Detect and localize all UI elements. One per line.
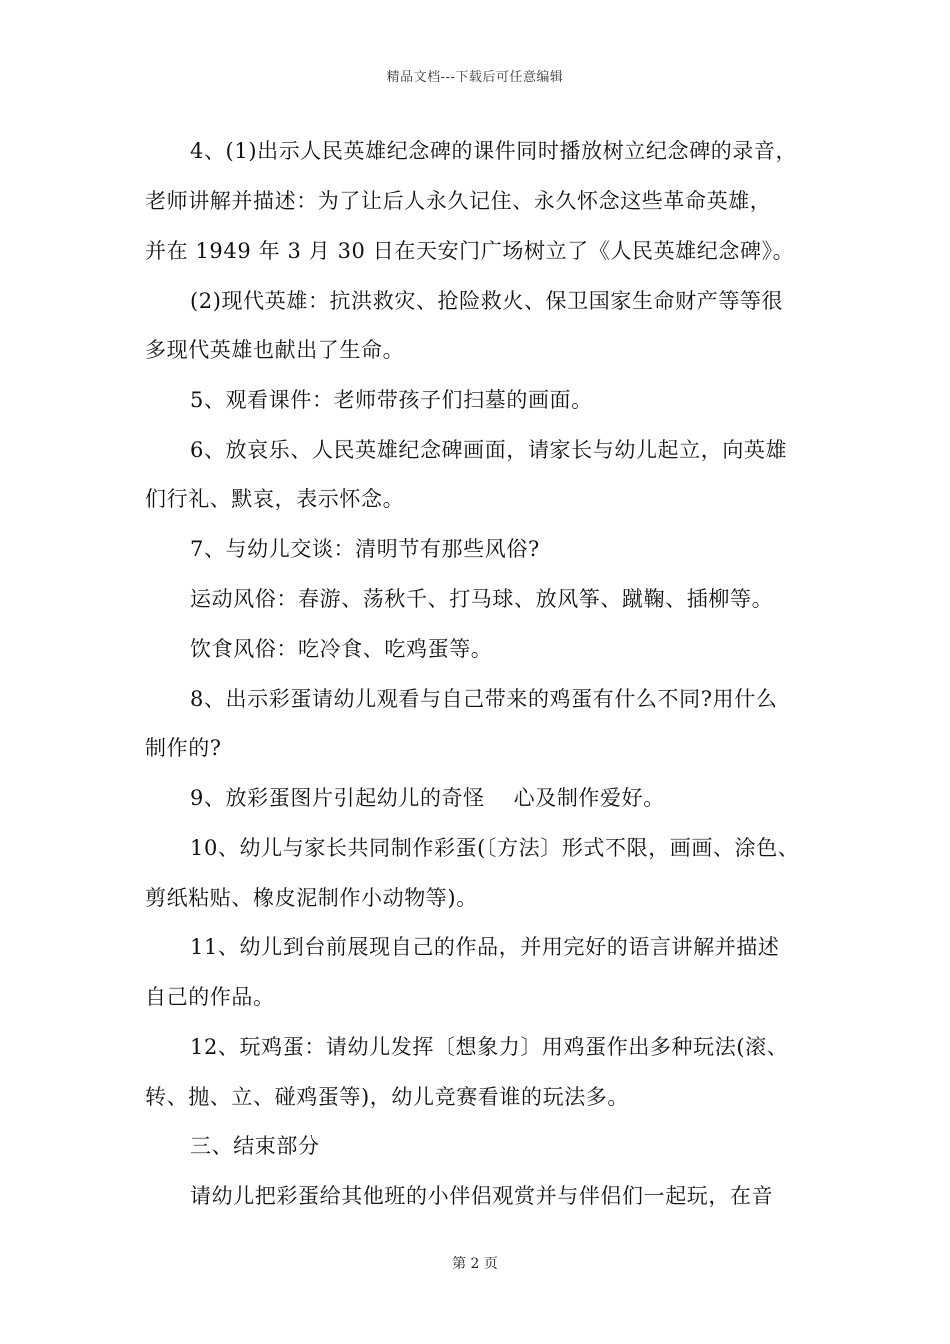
text-line-3: 并在 1949 年 3 月 30 日在天安门广场树立了《人民英雄纪念碑》。: [145, 239, 795, 263]
text-line-18: 自己的作品。: [145, 985, 275, 1009]
text-line-17: 11、幼儿到台前展现自己的作品，并用完好的语言讲解并描述: [190, 935, 780, 959]
text-line-15: 10、幼儿与家长共同制作彩蛋(〔方法〕形式不限，画画、涂色、: [190, 836, 800, 860]
text-line-21: 三、结束部分: [190, 1134, 320, 1158]
text-line-1: 4、(1)出示人民英雄纪念碑的课件同时播放树立纪念碑的录音，: [190, 139, 798, 163]
text-line-7: 6、放哀乐、人民英雄纪念碑画面，请家长与幼儿起立，向英雄: [190, 438, 788, 462]
text-line-20: 转、抛、立、碰鸡蛋等)，幼儿竞赛看谁的玩法多。: [145, 1085, 629, 1109]
text-line-16: 剪纸粘贴、橡皮泥制作小动物等)。: [145, 886, 478, 910]
page-number: 第 2 页: [452, 1256, 498, 1272]
text-line-19: 12、玩鸡蛋：请幼儿发挥〔想象力〕用鸡蛋作出多种玩法(滚、: [190, 1035, 789, 1059]
text-line-6: 5、观看课件：老师带孩子们扫墓的画面。: [190, 388, 593, 412]
text-line-8: 们行礼、默哀，表示怀念。: [145, 487, 405, 511]
text-line-9: 7、与幼儿交谈：清明节有那些风俗?: [190, 537, 540, 561]
text-line-13: 制作的?: [145, 736, 222, 760]
text-line-22: 请幼儿把彩蛋给其他班的小伴侣观赏并与伴侣们一起玩，在音: [190, 1184, 774, 1208]
text-line-14: 9、放彩蛋图片引起幼儿的奇怪 心及制作爱好。: [190, 786, 665, 810]
page-header: 精品文档---下载后可任意编辑: [386, 70, 564, 85]
text-line-5: 多现代英雄也献出了生命。: [145, 338, 405, 362]
text-line-11: 饮食风俗：吃冷食、吃鸡蛋等。: [190, 637, 493, 661]
text-line-4: (2)现代英雄：抗洪救灾、抢险救火、保卫国家生命财产等等很: [190, 289, 784, 313]
text-line-12: 8、出示彩蛋请幼儿观看与自己带来的鸡蛋有什么不同?用什么: [190, 687, 778, 711]
text-line-2: 老师讲解并描述：为了让后人永久记住、永久怀念这些革命英雄，: [145, 189, 772, 213]
text-line-10: 运动风俗：春游、荡秋千、打马球、放风筝、蹴鞠、插柳等。: [190, 587, 774, 611]
